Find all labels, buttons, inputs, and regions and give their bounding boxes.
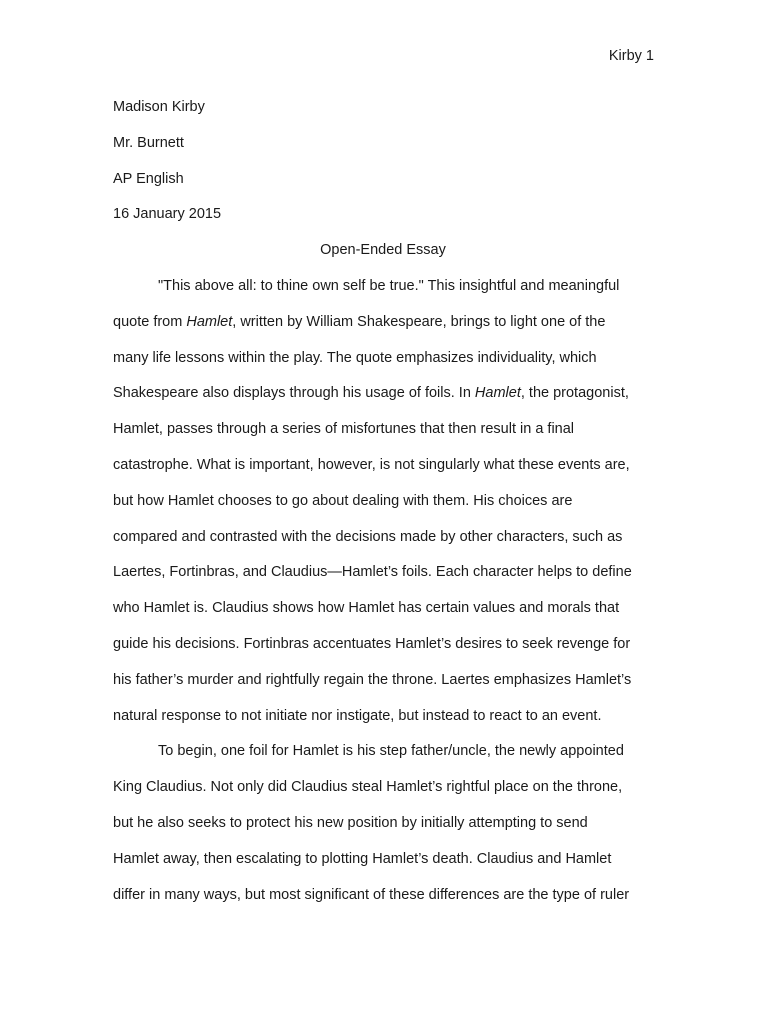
text-run: but he also seeks to protect his new position by initially attempting to send xyxy=(113,814,588,831)
text-run: Shakespeare also displays through his usage of foils. In xyxy=(113,385,475,402)
text-line xyxy=(113,734,653,770)
text-line xyxy=(113,520,653,556)
text-run: compared and contrasted with the decisions made by other characters, such as xyxy=(113,528,623,545)
text-line xyxy=(113,806,653,842)
text-line xyxy=(113,269,653,305)
text-run: Hamlet away, then escalating to plotting Hamlet’s death. Claudius and Hamlet xyxy=(113,850,612,867)
page-number: Kirby 1 xyxy=(608,48,654,64)
instructor-name: Mr. Burnett xyxy=(113,134,184,151)
text-line xyxy=(113,448,653,484)
paragraph-2 xyxy=(113,734,653,913)
text-line xyxy=(113,305,653,341)
paragraph-1 xyxy=(113,269,653,734)
text-line xyxy=(113,842,653,878)
italic-title: Hamlet xyxy=(474,385,521,402)
text-run: his father’s murder and rightfully regain the throne. Laertes emphasizes Hamlet’s xyxy=(113,671,632,688)
text-run: differ in many ways, but most significant of these differences are the type of ruler xyxy=(113,886,630,903)
essay-date: 16 January 2015 xyxy=(113,206,222,223)
text-line xyxy=(113,591,653,627)
page-header xyxy=(609,44,654,68)
text-run: "This above all: to thine own self be true." This insightful and meaningful xyxy=(158,277,620,294)
text-line xyxy=(113,770,653,806)
text-line xyxy=(113,555,653,591)
text-run: King Claudius. Not only did Claudius steal Hamlet’s rightful place on the throne, xyxy=(113,779,623,796)
essay-body xyxy=(113,90,653,913)
text-run: Hamlet, passes through a series of misfortunes that then result in a final xyxy=(113,421,575,438)
text-line xyxy=(113,627,653,663)
course-name: AP English xyxy=(113,170,184,187)
text-line xyxy=(113,699,653,735)
text-run: natural response to not initiate nor instigate, but instead to react to an event. xyxy=(113,707,602,724)
italic-title: Hamlet xyxy=(186,313,233,330)
author-name: Madison Kirby xyxy=(113,99,205,115)
text-line xyxy=(113,878,653,914)
text-line xyxy=(113,376,653,412)
text-line xyxy=(113,484,653,520)
text-run: , written by William Shakespeare, brings to light one of the xyxy=(232,313,606,330)
text-run: guide his decisions. Fortinbras accentuates Hamlet’s desires to seek revenge for xyxy=(113,635,631,652)
text-run: but how Hamlet chooses to go about dealing with them. His choices are xyxy=(113,492,573,509)
text-line xyxy=(113,412,653,448)
text-run: who Hamlet is. Claudius shows how Hamlet has certain values and morals that xyxy=(113,600,620,617)
text-run: many life lessons within the play. The quote emphasizes individuality, which xyxy=(113,349,597,366)
text-run: , the protagonist, xyxy=(520,385,629,402)
essay-title: Open-Ended Essay xyxy=(320,242,446,259)
text-run: catastrophe. What is important, however, is not singularly what these events are, xyxy=(113,456,630,473)
text-run: To begin, one foil for Hamlet is his step father/uncle, the newly appointed xyxy=(158,743,624,760)
text-run: quote from xyxy=(113,313,187,330)
text-run: Laertes, Fortinbras, and Claudius—Hamlet’s foils. Each character helps to define xyxy=(113,564,632,581)
text-line xyxy=(113,663,653,699)
text-line xyxy=(113,341,653,377)
